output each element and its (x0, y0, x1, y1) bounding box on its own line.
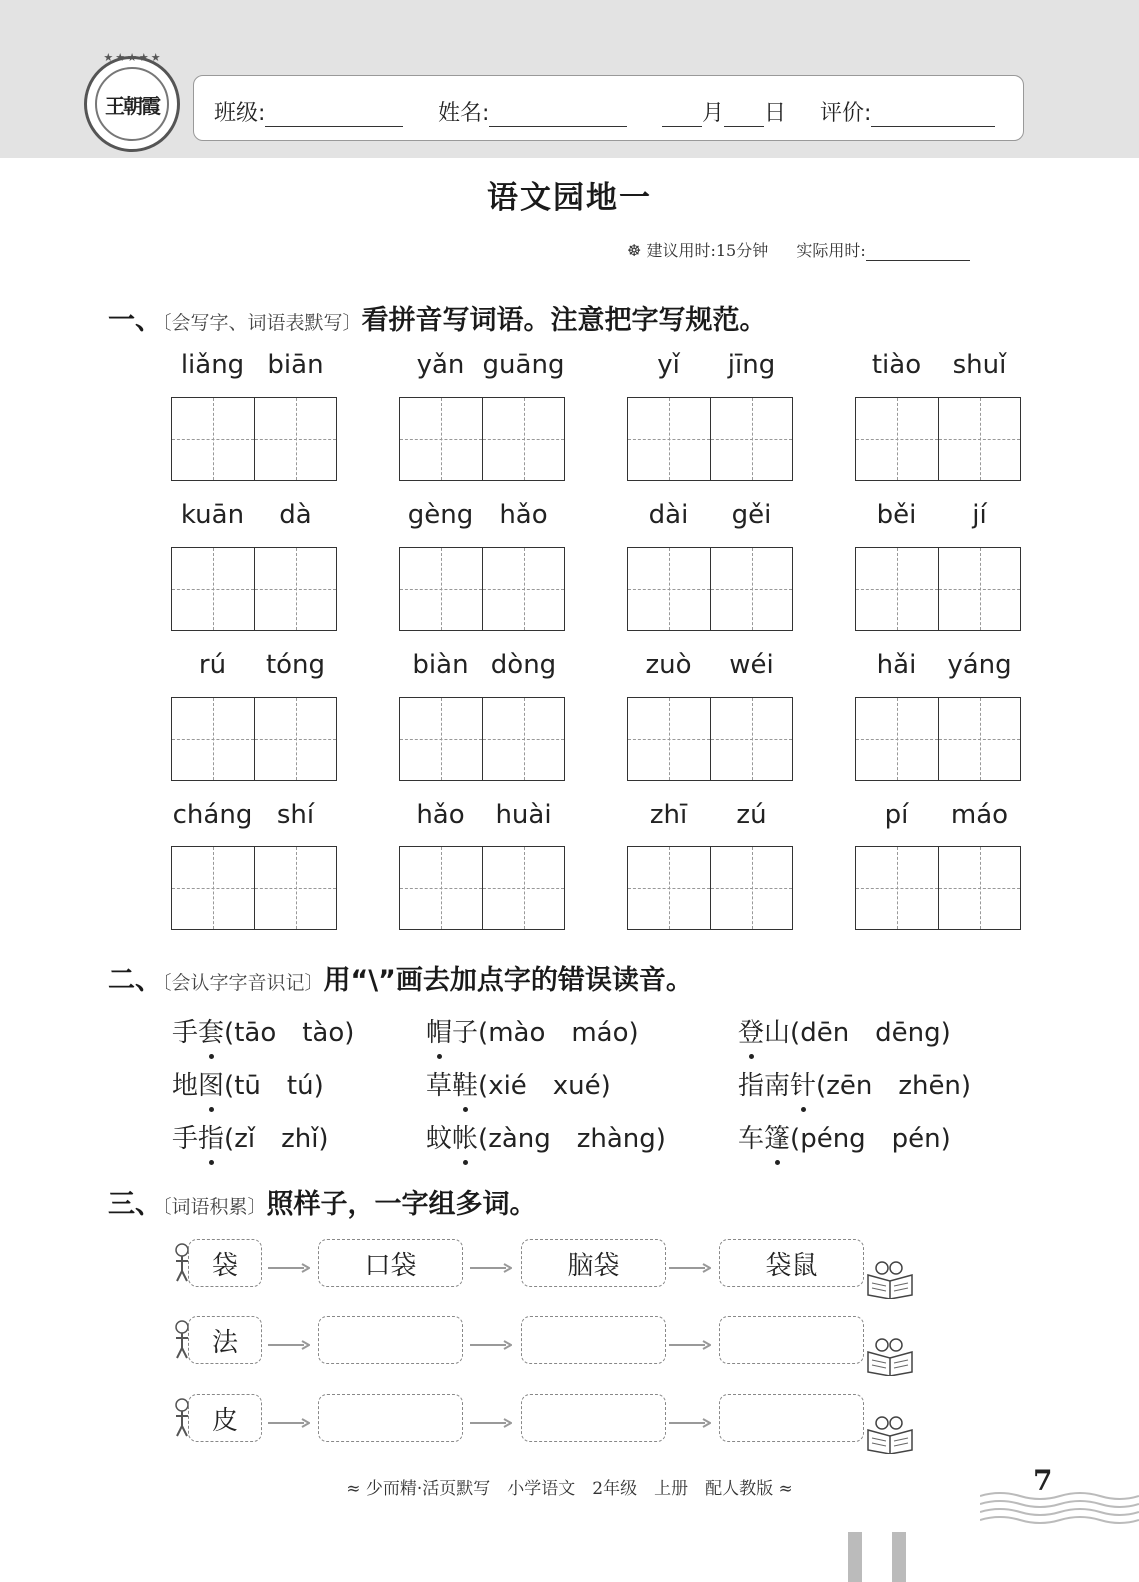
word-char: 子 (452, 1018, 479, 1048)
pinyin-syllable: guāng (482, 350, 565, 380)
writing-cell[interactable] (400, 398, 482, 480)
word-char: 蚊 (426, 1124, 453, 1154)
writing-cell[interactable] (172, 398, 254, 480)
section1-heading (108, 298, 767, 337)
word-answer-box[interactable] (318, 1316, 463, 1364)
item-word (172, 1124, 224, 1154)
section1-tag: 〔会写字、词语表默写〕 (162, 312, 362, 334)
writing-cell[interactable] (482, 847, 564, 929)
pinyin-syllable: pí (884, 800, 909, 830)
writing-cell[interactable] (400, 698, 482, 780)
pinyin-syllable: wéi (729, 650, 774, 680)
pinyin-syllable: tóng (265, 650, 326, 680)
root-char-box: 皮 (188, 1394, 262, 1442)
writing-cell[interactable] (856, 698, 938, 780)
reading-option[interactable]: zhǐ (281, 1124, 319, 1154)
writing-cell[interactable] (856, 398, 938, 480)
reading-book-icon (864, 1336, 916, 1376)
writing-cell[interactable] (400, 548, 482, 630)
writing-cell[interactable] (254, 698, 336, 780)
dotted-char[interactable]: 篷 (764, 1118, 790, 1155)
actual-time-blank[interactable] (866, 244, 970, 261)
pinyin-label (171, 650, 337, 680)
pinyin-syllable: běi (876, 500, 917, 530)
arrow-right-icon (470, 1258, 512, 1268)
section3-instruction: 照样子，一字组多词。 (266, 1189, 537, 1220)
reading-option[interactable]: dēn (800, 1018, 850, 1048)
binding-tab (892, 1532, 906, 1582)
pinyin-label (171, 800, 337, 830)
tianzige-grid[interactable] (855, 397, 1021, 481)
tianzige-grid[interactable] (855, 846, 1021, 930)
rating-field[interactable] (820, 96, 995, 127)
item-word (738, 1124, 790, 1154)
pinyin-syllable: gèng (407, 500, 474, 530)
arrow-right-icon (268, 1258, 310, 1268)
reading-option[interactable]: xué (552, 1071, 601, 1101)
publisher-logo (84, 51, 180, 152)
pinyin-label (855, 650, 1021, 680)
writing-cell[interactable] (172, 548, 254, 630)
section1-instruction: 看拼音写词语。注意把字写规范。 (361, 305, 767, 336)
pronunciation-item: 草鞋(xié xué) (426, 1065, 611, 1102)
time-info (627, 238, 970, 261)
pronunciation-item: 蚊帐(zàng zhàng) (426, 1118, 666, 1155)
tianzige-grid[interactable] (171, 846, 337, 930)
writing-cell[interactable] (628, 698, 710, 780)
tianzige-grid[interactable] (627, 547, 793, 631)
pinyin-syllable: hǎi (876, 650, 917, 680)
arrow-right-icon (470, 1335, 512, 1345)
writing-cell[interactable] (482, 548, 564, 630)
writing-cell[interactable] (856, 548, 938, 630)
pinyin-syllable: yáng (947, 650, 1012, 680)
day-blank[interactable] (724, 106, 764, 127)
dotted-char[interactable]: 帐 (452, 1118, 478, 1155)
reading-option[interactable]: zàng (488, 1124, 551, 1154)
pinyin-syllable: zuò (645, 650, 692, 680)
writing-cell[interactable] (710, 398, 792, 480)
name-field[interactable] (438, 96, 627, 127)
pronunciation-item: 手指(zǐ zhǐ) (172, 1118, 329, 1155)
pinyin-syllable: dòng (490, 650, 557, 680)
reading-option[interactable]: dēng (875, 1018, 941, 1048)
writing-cell[interactable] (628, 847, 710, 929)
reading-option[interactable]: zǐ (234, 1124, 256, 1154)
pinyin-label (855, 350, 1021, 380)
month-label: 月 (702, 101, 725, 126)
word-answer-box[interactable] (719, 1316, 864, 1364)
pronunciation-item: 帽子(mào máo) (426, 1012, 639, 1049)
writing-cell[interactable] (400, 847, 482, 929)
reading-option[interactable]: pén (891, 1124, 941, 1154)
reading-option[interactable]: xié (488, 1071, 527, 1101)
pinyin-syllable: rú (198, 650, 227, 680)
pinyin-syllable: hǎo (499, 500, 548, 530)
binding-tab (848, 1532, 862, 1582)
pinyin-syllable: dài (648, 500, 689, 530)
writing-cell[interactable] (710, 698, 792, 780)
pinyin-label (171, 350, 337, 380)
root-char-box: 法 (188, 1316, 262, 1364)
writing-cell[interactable] (482, 698, 564, 780)
root-char-box: 袋 (188, 1239, 262, 1287)
item-word (426, 1071, 478, 1101)
pinyin-syllable: hǎo (416, 800, 465, 830)
tianzige-grid[interactable] (399, 846, 565, 930)
pinyin-syllable: dà (279, 500, 312, 530)
actual-time-label: 实际用时: (796, 241, 866, 260)
pinyin-label (399, 650, 565, 680)
pinyin-label (627, 650, 793, 680)
section2-tag: 〔会认字字音识记〕 (162, 972, 324, 994)
dotted-char[interactable]: 指 (198, 1118, 224, 1155)
pinyin-label (855, 800, 1021, 830)
page-number: 7 (1033, 1464, 1053, 1497)
word-answer-box[interactable]: 脑袋 (521, 1239, 666, 1287)
writing-cell[interactable] (482, 398, 564, 480)
reading-book-icon (864, 1259, 916, 1299)
pinyin-syllable: gěi (731, 500, 772, 530)
word-answer-box[interactable] (719, 1394, 864, 1442)
tianzige-grid[interactable] (855, 697, 1021, 781)
dotted-char[interactable]: 套 (198, 1012, 224, 1049)
class-field[interactable] (214, 96, 403, 127)
pinyin-syllable: cháng (172, 800, 253, 830)
dotted-char[interactable]: 图 (198, 1065, 224, 1102)
writing-cell[interactable] (628, 548, 710, 630)
wave-decoration-icon (980, 1488, 1139, 1528)
word-char: 山 (764, 1018, 791, 1048)
item-word (172, 1018, 224, 1048)
word-char: 车 (738, 1124, 765, 1154)
class-blank[interactable] (265, 106, 403, 127)
word-char: 手 (172, 1018, 199, 1048)
writing-cell[interactable] (938, 398, 1020, 480)
arrow-right-icon (268, 1335, 310, 1345)
day-label: 日 (764, 101, 787, 126)
section3-heading (108, 1182, 537, 1221)
reading-option[interactable]: máo (571, 1018, 629, 1048)
reading-option[interactable]: zhàng (576, 1124, 656, 1154)
pinyin-syllable: yǐ (657, 350, 680, 380)
pinyin-label (399, 350, 565, 380)
arrow-right-icon (268, 1413, 310, 1423)
writing-cell[interactable] (938, 548, 1020, 630)
pinyin-syllable: liǎng (180, 350, 245, 380)
name-label: 姓名: (438, 101, 490, 126)
word-answer-box[interactable]: 袋鼠 (719, 1239, 864, 1287)
writing-cell[interactable] (710, 847, 792, 929)
pronunciation-item: 地图(tū tú) (172, 1065, 324, 1102)
pinyin-syllable: máo (950, 800, 1009, 830)
tianzige-grid[interactable] (171, 547, 337, 631)
writing-cell[interactable] (628, 398, 710, 480)
pronunciation-item: 车篷(péng pén) (738, 1118, 951, 1155)
section2-number: 二、 (108, 965, 162, 996)
tianzige-grid[interactable] (399, 397, 565, 481)
clock-icon: ☸ (627, 241, 642, 260)
word-char: 手 (172, 1124, 199, 1154)
word-answer-box[interactable] (521, 1394, 666, 1442)
reading-option[interactable]: tāo (234, 1018, 277, 1048)
reading-option[interactable]: zēn (826, 1071, 873, 1101)
writing-cell[interactable] (254, 548, 336, 630)
pinyin-syllable: yǎn (416, 350, 465, 380)
reading-option[interactable]: tū (234, 1071, 261, 1101)
word-answer-box[interactable] (521, 1316, 666, 1364)
dotted-char[interactable]: 鞋 (452, 1065, 478, 1102)
section2-heading (108, 958, 693, 997)
tianzige-grid[interactable] (399, 547, 565, 631)
logo-text: 王朝霞 (95, 67, 169, 141)
section2-instruction: 用“\”画去加点字的错误读音。 (323, 965, 693, 996)
pinyin-label (399, 800, 565, 830)
tianzige-grid[interactable] (627, 397, 793, 481)
date-field[interactable] (662, 96, 786, 127)
name-blank[interactable] (489, 106, 627, 127)
pronunciation-item: 手套(tāo tào) (172, 1012, 354, 1049)
writing-cell[interactable] (172, 698, 254, 780)
dotted-char[interactable]: 针 (790, 1065, 816, 1102)
pinyin-label (627, 350, 793, 380)
tianzige-grid[interactable] (627, 846, 793, 930)
pinyin-syllable: zhī (649, 800, 688, 830)
writing-cell[interactable] (710, 548, 792, 630)
writing-cell[interactable] (938, 847, 1020, 929)
item-word (738, 1018, 790, 1048)
pinyin-label (399, 500, 565, 530)
tianzige-grid[interactable] (627, 697, 793, 781)
pinyin-syllable: shuǐ (952, 350, 1007, 380)
tianzige-grid[interactable] (855, 547, 1021, 631)
reading-book-icon (864, 1414, 916, 1454)
tianzige-grid[interactable] (399, 697, 565, 781)
pronunciation-item: 指南针(zēn zhēn) (738, 1065, 971, 1102)
word-char: 帽 (426, 1012, 452, 1049)
reading-option[interactable]: péng (800, 1124, 866, 1154)
item-word (172, 1071, 224, 1101)
arrow-right-icon (470, 1413, 512, 1423)
word-char: 草 (426, 1071, 453, 1101)
word-char: 指南 (738, 1071, 791, 1101)
pinyin-label (171, 500, 337, 530)
writing-cell[interactable] (254, 398, 336, 480)
section3-tag: 〔词语积累〕 (162, 1196, 267, 1218)
reading-option[interactable]: tú (286, 1071, 314, 1101)
pinyin-syllable: biān (267, 350, 324, 380)
class-label: 班级: (214, 101, 266, 126)
arrow-right-icon (669, 1258, 711, 1268)
pinyin-label (627, 800, 793, 830)
pinyin-syllable: jí (972, 500, 987, 530)
reading-option[interactable]: zhēn (898, 1071, 961, 1101)
writing-cell[interactable] (856, 847, 938, 929)
footer-text: ≈ 少而精·活页默写 小学语文 2年级 上册 配人教版 ≈ (346, 1479, 793, 1499)
pronunciation-item: 登山(dēn dēng) (738, 1012, 951, 1049)
item-word (738, 1071, 816, 1101)
month-blank[interactable] (662, 106, 702, 127)
pinyin-syllable: zú (736, 800, 767, 830)
tianzige-grid[interactable] (171, 697, 337, 781)
pinyin-syllable: tiào (871, 350, 922, 380)
pinyin-syllable: jīng (727, 350, 776, 380)
pinyin-syllable: kuān (180, 500, 245, 530)
pinyin-syllable: biàn (412, 650, 469, 680)
page-title: 语文园地一 (487, 180, 652, 216)
item-word (426, 1018, 478, 1048)
pinyin-syllable: shí (276, 800, 315, 830)
student-info-box (193, 75, 1024, 141)
pinyin-syllable: huài (495, 800, 552, 830)
word-char: 地 (172, 1071, 199, 1101)
arrow-right-icon (669, 1335, 711, 1345)
pinyin-label (855, 500, 1021, 530)
item-word (426, 1124, 478, 1154)
suggested-time: 建议用时:15分钟 (646, 241, 769, 260)
writing-cell[interactable] (938, 698, 1020, 780)
writing-cell[interactable] (254, 847, 336, 929)
dotted-char[interactable]: 登 (738, 1012, 764, 1049)
pinyin-label (627, 500, 793, 530)
word-answer-box[interactable]: 口袋 (318, 1239, 463, 1287)
tianzige-grid[interactable] (171, 397, 337, 481)
reading-option[interactable]: tào (302, 1018, 345, 1048)
arrow-right-icon (669, 1413, 711, 1423)
word-answer-box[interactable] (318, 1394, 463, 1442)
reading-option[interactable]: mào (488, 1018, 546, 1048)
section3-number: 三、 (108, 1189, 162, 1220)
stars-icon: ★★★★★ (103, 51, 163, 64)
rating-blank[interactable] (871, 106, 995, 127)
writing-cell[interactable] (172, 847, 254, 929)
rating-label: 评价: (820, 101, 872, 126)
section1-number: 一、 (108, 305, 162, 336)
